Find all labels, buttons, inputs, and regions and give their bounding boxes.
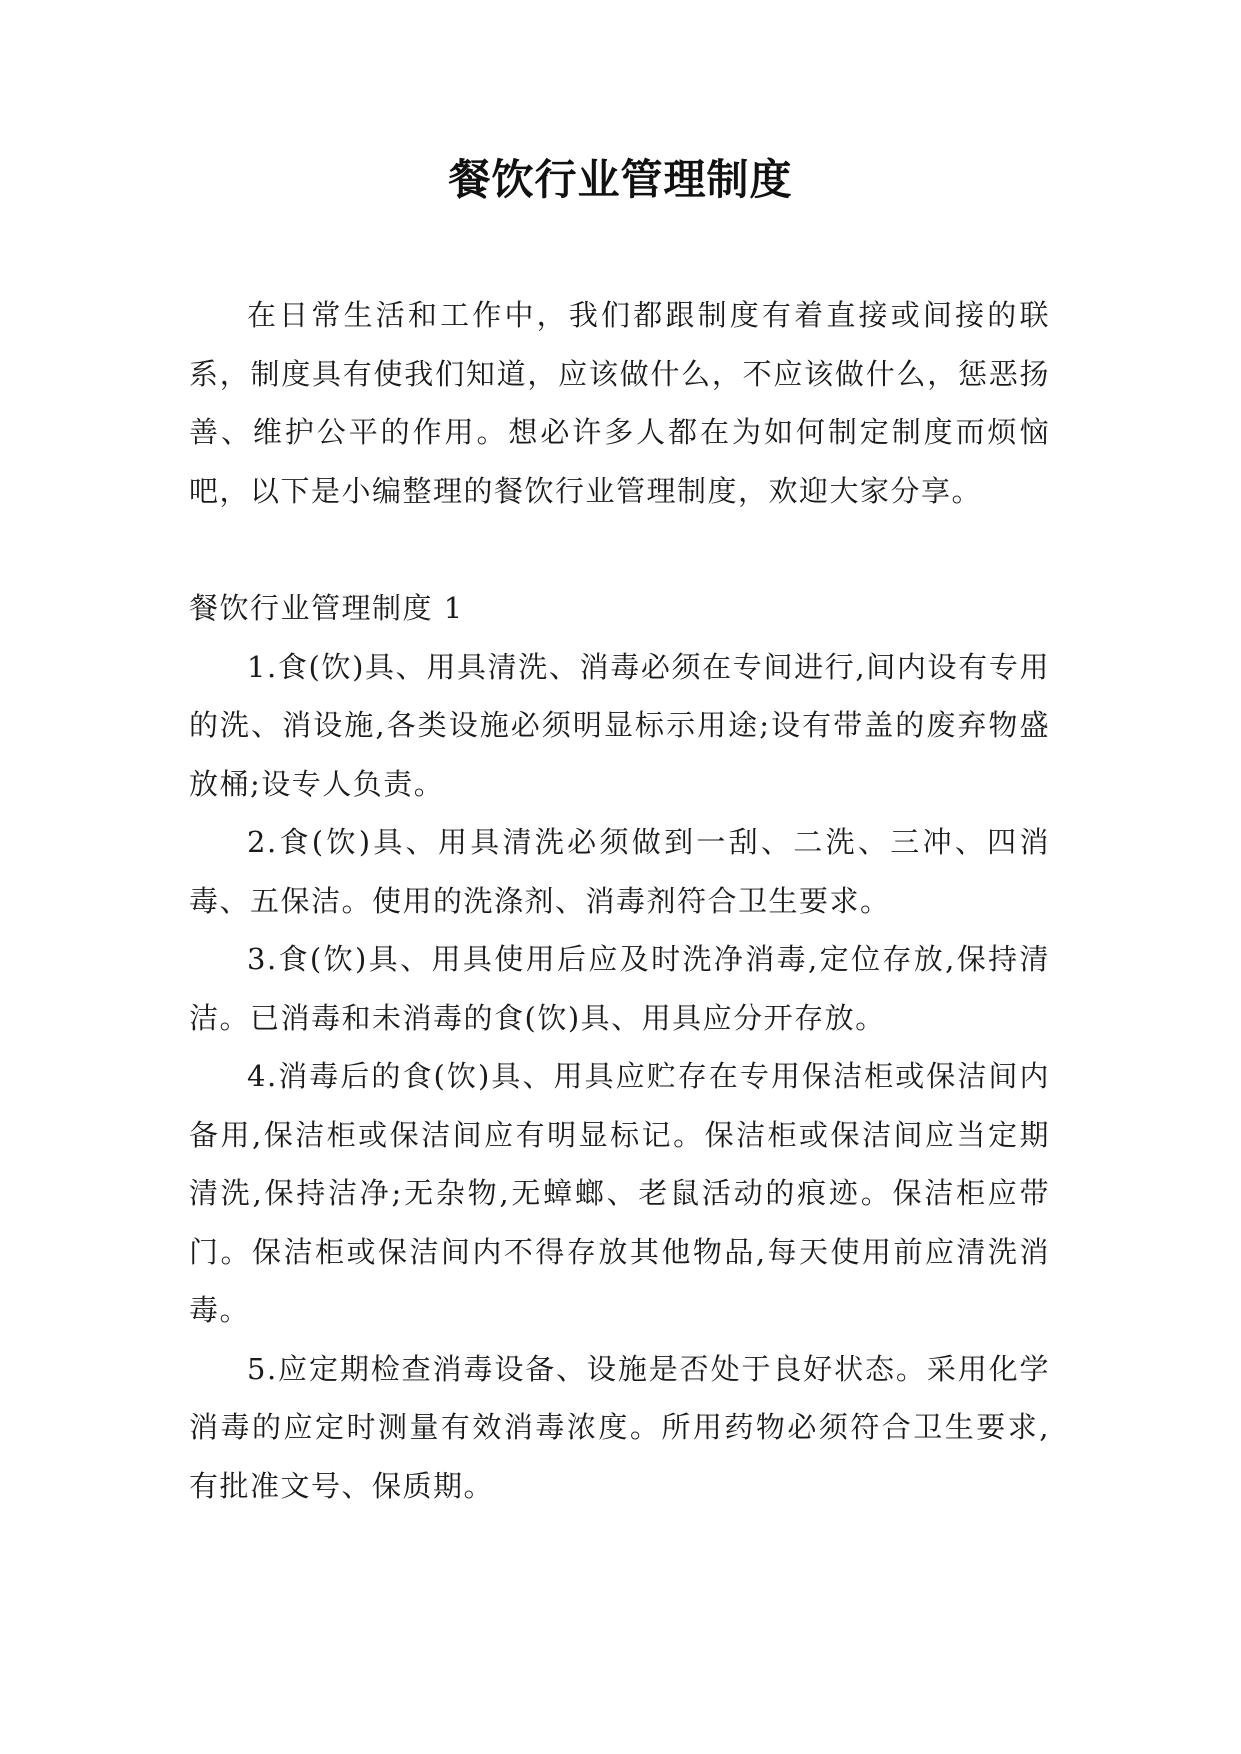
document-body: [189, 286, 1050, 1515]
section-heading: 餐饮行业管理制度 1: [189, 591, 464, 625]
rule-item-4: 4.消毒后的食(饮)具、用具应贮存在专用保洁柜或保洁间内备用,保洁柜或保洁间应有明显标记。保洁柜或保洁间应当定期清洗,保持洁净;无杂物,无蟑螂、老鼠活动的痕迹。保洁柜应带门。保洁柜或保洁间内不得存放其他物品,每天使用前应清洗消毒。: [189, 1059, 1050, 1327]
rule-item-2: 2.食(饮)具、用具清洗必须做到一刮、二洗、三冲、四消毒、五保洁。使用的洗涤剂、消毒剂符合卫生要求。: [189, 825, 1050, 918]
document-title: 餐饮行业管理制度: [448, 155, 793, 204]
rule-item-3: 3.食(饮)具、用具使用后应及时洗净消毒,定位存放,保持清洁。已消毒和未消毒的食(饮)具、用具应分开存放。: [189, 942, 1050, 1035]
rule-item-1: 1.食(饮)具、用具清洗、消毒必须在专间进行,间内设有专用的洗、消设施,各类设施必须明显标示用途;设有带盖的废弃物盛放桶;设专人负责。: [189, 649, 1050, 801]
rule-item-5: 5.应定期检查消毒设备、设施是否处于良好状态。采用化学消毒的应定时测量有效消毒浓度。所用药物必须符合卫生要求,有批准文号、保质期。: [189, 1351, 1050, 1503]
intro-paragraph: 在日常生活和工作中，我们都跟制度有着直接或间接的联系，制度具有使我们知道，应该做什么，不应该做什么，惩恶扬善、维护公平的作用。想必许多人都在为如何制定制度而烦恼吧，以下是小编整理的餐饮行业管理制度，欢迎大家分享。: [189, 298, 1050, 508]
